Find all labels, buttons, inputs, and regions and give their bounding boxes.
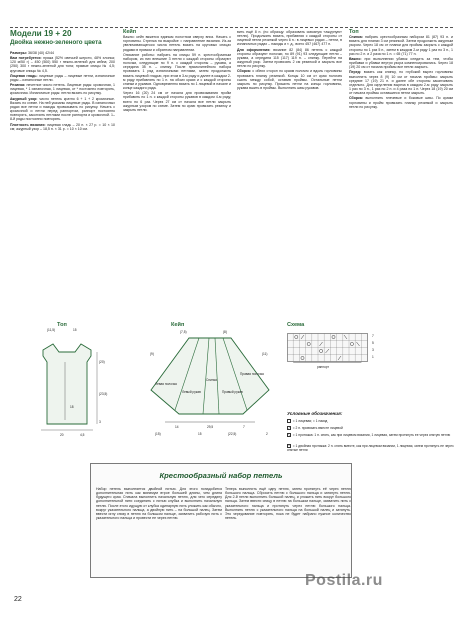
- top-schematic-label: Топ: [57, 322, 67, 328]
- cape-instructions-cont-column: [237, 30, 342, 91]
- rib-text: нечетное число петель. Лицевые ряды: кромочная, 1 лицевая, * 1 изнаночная, 1 лицевая, от * постоянно повторять, кромочная. Изнаночные ряды: петли вязать по рисунку.: [10, 83, 115, 96]
- materials-column: [10, 51, 115, 132]
- gauge-label: Плотность вязания:: [10, 122, 46, 127]
- top-measurement-1: (11,5): [47, 328, 56, 332]
- cape-instructions-column: [123, 30, 231, 113]
- cast-on-title: Крестообразный набор петель: [159, 471, 283, 480]
- finishing-text: вязание 82 (84) 86 петель с каждой стороны образуют полочки, по 89 (91) 93 следующие петли – рукава, а середина 115 (117) 119 п. – спинку. Перейти на ажурный узор. Затем провязать 2 см резинкой и закрыть все петли по рисунку.: [237, 47, 342, 69]
- cape-measurement-10: (22,5): [228, 432, 237, 436]
- gauge-text: лицевая гладь – 20 п. × 27 р. = 10 × 10 см; ажурный узор – 18,5 п. × 31 р. = 10 × 10 см.: [10, 122, 115, 131]
- stockinette-label: Лицевая гладь:: [10, 73, 38, 78]
- finishing-label: Для оформления:: [237, 47, 271, 52]
- cape-measurement-6: (9): [150, 352, 154, 356]
- top-heading: Топ: [349, 29, 359, 35]
- back-text: набрать крестообразным набором 81 (87) 93 п. и вязать для планки 3 см резинкой. Затем продолжить ажурным узором. Через 18 см от планки для проймы закрыть с каждой стороны по 1 раз 5 п., затем в каждом 2-м ряду 1 раз по 3 п., 1 раз по 2 п. и 2 раза по 1 п. = 65 (71) 77 п.: [349, 35, 453, 56]
- assembly-text: с обеих сторон по краям полочек и вдоль горловины провязать планку резинкой. Концы 10 см от края полочек сшить между собой, оставив проймы. Остальные петли закрыть по рисунку. Пришить петли на концы горловины, рукава вшить в проймы. Выполнить швы рукавов.: [237, 69, 342, 91]
- top-divider: [10, 27, 453, 28]
- important-label: Важно:: [349, 56, 362, 61]
- cape-measurement-3: 29,5: [207, 425, 214, 429]
- top-measurement-6: 18: [70, 405, 74, 409]
- lace-chart-grid: [287, 333, 369, 363]
- stockinette-text: лицевые ряды – лицевые петли, изнаночные ряды – изнаночные петли.: [10, 73, 115, 82]
- chart-row-1: 1: [372, 355, 374, 359]
- double-decrease-icon: ^: [288, 444, 290, 449]
- chart-row-5: 5: [372, 341, 374, 345]
- cape-part-left-front: Левая полочка: [155, 382, 177, 386]
- knit-stitch-icon: [287, 419, 291, 423]
- sizes-text: 36/38 (40) 42/44: [27, 51, 55, 55]
- legend-item: [287, 419, 327, 423]
- cape-measurement-4: 14: [175, 425, 179, 429]
- chart-repeat-label: раппорт: [317, 365, 329, 369]
- cape-part-back: Спинка: [206, 378, 217, 382]
- legend-item: [287, 433, 457, 437]
- top-schematic: [35, 332, 108, 442]
- cape-measurement-1: (7,5): [180, 330, 187, 334]
- cape-measurement-5: 7: [243, 425, 245, 429]
- cape-measurement-9: 15: [198, 432, 202, 436]
- lace-text: число петель кратно 6 + 1 + 2 кромочные. Вязать по схеме. На ней указаны лицевые ряды. В изнаночных рядах все петли и накиды провязывать по рисунку. Начать с кромочной и петли перед раппортом, раппорт постоянно повторять, закончить петлями после раппорта и кромочной. 1–8-й ряды постоянно повторять.: [10, 96, 115, 122]
- top-measurement-8: 4,5: [80, 433, 85, 437]
- cape-part-right-sleeve: Правый рукав: [222, 390, 243, 394]
- legend-item-text: = 2 п. провязать вместе лицевой: [292, 426, 343, 430]
- rib-label: Резинка:: [10, 83, 26, 88]
- top-measurement-5: 20: [60, 433, 64, 437]
- sizes-label: Размеры:: [10, 51, 27, 55]
- top-instructions-column: [349, 30, 453, 110]
- cape-schematic-label: Кейп: [171, 322, 185, 328]
- back-label: Спинка:: [349, 35, 363, 40]
- legend-item-text: = 1 протяжка: 1 п. снять, как при лицевом вязании, 1 лицевая, затем протянуть ее через снятую петлю: [292, 433, 451, 437]
- cast-on-box: [90, 463, 352, 578]
- materials-text: пряжа (52% овечьей шерсти, 48% хлопка; 120 м/50 г) – 450 (500) 550 г нежно-зеленой для кейпа; 200 (250) 300 г нежно-зеленой для топа; прямые спицы № 4,5; круговые спицы № 4,5.: [10, 56, 115, 73]
- cast-on-text-right: Теперь выполнить ещё одну петлю, затем протянуть её через петлю большого пальца. Сбросить петлю с большого пальца и затянуть петлю. Для 2-й петли выполнить большой палец, и уложить нить вокруг большого пальца. Затем ввести спицу в петлю на большом пальце, захватить нить с указательного пальца и протянуть через петлю большого пальца. Выполнить петлю с указательного пальца на большой палец и затянуть. Это чередование повторять, пока не будет набрано нужное количество петель.: [225, 487, 351, 521]
- k2tog-icon: /: [288, 426, 290, 431]
- assembly-label: Сборка:: [237, 69, 251, 74]
- model-title: Модели 19 + 20: [10, 29, 72, 38]
- front-text: вязать как спинку, но глубокий вырез горловины выполнить через 8 (9) 10 см от начала проймы: закрыть средние 17 (19) 21 п. и далее обе стороны заканчивать отдельно. Для скругления выреза в каждом 2-м ряду закрыть 1 раз по 3 п., 1 раз по 2 п. и 4 раза по 1 п. Через 18 (19) 20 см от начала проймы оставшиеся петли закрыть.: [349, 70, 453, 96]
- top-assembly-label: Сборка:: [349, 96, 363, 101]
- top-measurement-4: (23,5): [99, 392, 108, 396]
- watermark: Postila.ru: [305, 572, 383, 589]
- chart-row-3: 3: [372, 348, 374, 352]
- top-measurement-2: 15: [73, 328, 77, 332]
- legend-item: [287, 444, 457, 452]
- cape-measurement-11: 2: [266, 432, 268, 436]
- legend-item-text: = 1 двойная протяжка: 2 п. снять вместе, как при лицевом вязании, 1 лицевая, затем протянуть ее через снятые петли: [287, 444, 454, 453]
- top-assembly-text: выполнить плечевые и боковые швы. По краям горловины и пройм провязать планку резинкой и закрыть петли по рисунку.: [349, 96, 453, 109]
- legend-title: Условные обозначения:: [287, 411, 343, 416]
- legend-item: [287, 426, 343, 430]
- cape-part-right-front: Правая полочка: [240, 372, 264, 376]
- cape-heading: Кейп: [123, 29, 137, 35]
- legend-item-text: = 1 лицевая; = 1 накид: [292, 419, 328, 423]
- chart-row-7: 7: [372, 334, 374, 338]
- cape-measurement-7: (11): [262, 352, 268, 356]
- front-label: Перед:: [349, 70, 362, 75]
- top-measurement-7: 3: [99, 420, 101, 424]
- model-subtitle: Двойка нежно-зеленого цвета: [10, 39, 102, 46]
- materials-label: Вам потребуется:: [10, 56, 42, 61]
- lace-label: Ажурный узор:: [10, 96, 38, 101]
- page-number: 22: [14, 596, 22, 603]
- chart-label: Схема: [287, 322, 305, 328]
- cast-on-text-left: Набор петель выполняется двойной нитью. Для этого понадобится дополнительная нить как минимум втрое большей длины, чем длина будущего края. Сначала выполнить начальную петлю, для чего середину дополнительной нити соединить с нитью клубка и выполнить начальную петлю. После этого идущую от клубка одинарную нить уложить как обычно, вокруг указательного пальца, а двойную нить – на большой палец. Затем ввести иглу снизу в петлю на большом пальце, захватить рабочую нить с указательного пальца и провести ее через петлю.: [96, 487, 222, 521]
- ssk-icon: \: [288, 433, 290, 438]
- cape-measurement-8: (15): [155, 432, 161, 436]
- cape-intro: Важно: кейп вяжется единым полотном сверху вниз. Начать с горловины. Стрелка на выкройке = направление вязания. Из-за увеличивающегося числа петель вязать на круговых спицах рядами в прямом и обратном направлении.: [123, 35, 231, 52]
- top-measurement-3: (20): [99, 360, 105, 364]
- cape-measurement-2: (8): [223, 330, 227, 334]
- important-text: при выполнении убавок следить за тем, чтобы прибавки и убавки внутри узора компенсировались. Через 18 (19) 20 см от начала проймы все петли закрыть.: [349, 56, 453, 70]
- cape-text-cont: вить ещё 8 п. (по образцу: образовать сквозную «ажурную» петлю). Продолжить вязать, прибавляя с каждой стороны от лицевой петли резинкой через 6 п.: в лицевых рядах – петли, в изнаночных рядах – накиды и т. д., всего 457 (467) 477 п.: [237, 30, 342, 47]
- cape-part-left-sleeve: Левый рукав: [182, 390, 201, 394]
- cape-description: Описание работы: набрать на спицы 59 п. крестообразным набором, из них внешние 3 петли с каждой стороны образуют полочки, следующие по 9 п. с каждой стороны – рукава, а середина 35 п. – спинку. После прямолинейного набора провязать 1 ряд изнаночными петлями, затем продолжить вязать лицевой гладью, при этом в 3-м ряду и далее в каждом 2-м ряду прибавлять по 1 п. на обоих краях и с каждой стороны спинки и рукавов. Одновременно вязать по 1 лицевой в начале и конце каждого ряда.: [123, 52, 231, 91]
- cape-description-cont: Через 16 (20) 24 см от начала для провязывания пройм прибавить по 1 п. с каждой стороны рукавов в каждом 4-м ряду, всего по 6 раз. Через 27 см от начала все петли закрыть ажурным узором по схеме. Затем по краю провязать резинку и закрыть петли.: [123, 91, 231, 112]
